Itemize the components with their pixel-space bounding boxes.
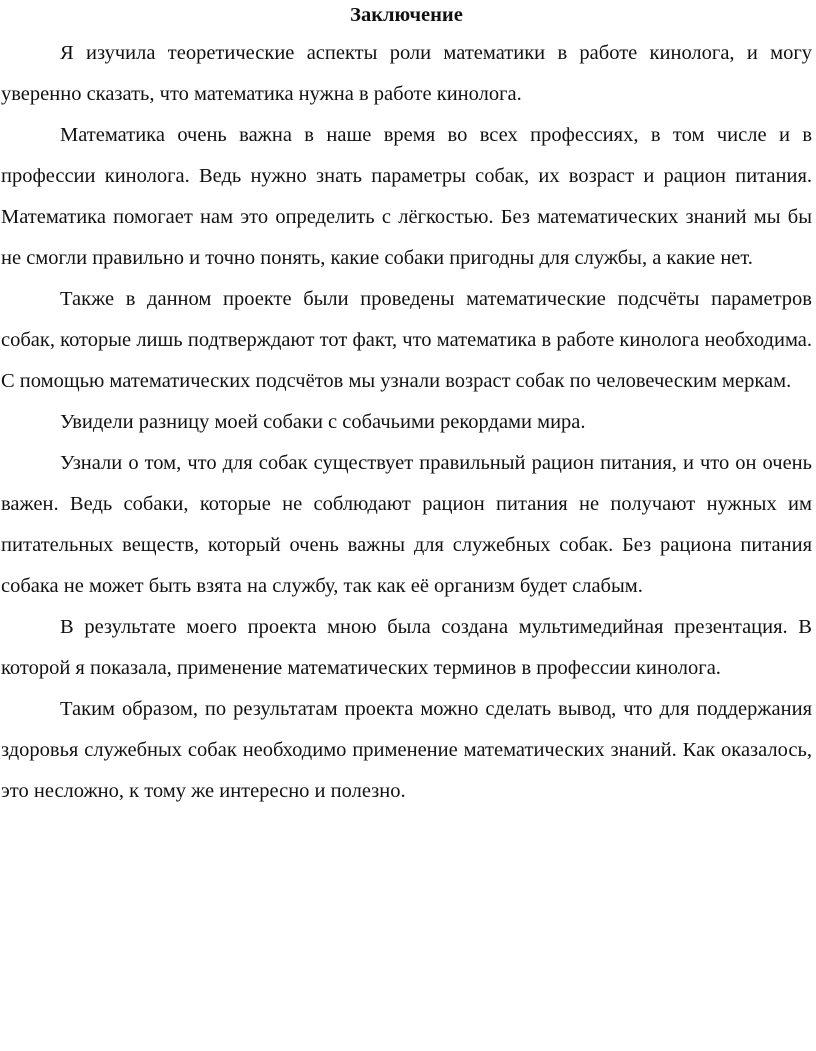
paragraph-6: В результате моего проекта мною была создана мультимедийная презентация. В которой я показала, применение математических терминов в профессии кинолога. bbox=[1, 616, 812, 679]
paragraph-1: Я изучила теоретические аспекты роли математики в работе кинолога, и могу уверенно сказать, что математика нужна в работе кинолога. bbox=[1, 42, 812, 105]
paragraph-3: Также в данном проекте были проведены математические подсчёты параметров собак, которые лишь подтверждают тот факт, что математика в работе кинолога необходима. С помощью математических подсчётов мы узнали возраст собак по человеческим меркам. bbox=[1, 288, 812, 392]
paragraph-2: Математика очень важна в наше время во всех профессиях, в том числе и в профессии кинолога. Ведь нужно знать параметры собак, их возраст и рацион питания. Математика помогает нам это определить с лёгкостью. Без математических знаний мы бы не смогли правильно и точно понять, какие собаки пригодны для службы, а какие нет. bbox=[1, 124, 812, 269]
page-title: Заключение bbox=[350, 4, 463, 26]
paragraph-4: Увидели разницу моей собаки с собачьими рекордами мира. bbox=[60, 411, 586, 433]
paragraph-7: Таким образом, по результатам проекта можно сделать вывод, что для поддержания здоровья служебных собак необходимо применение математических знаний. Как оказалось, это несложно, к тому же интересно и полезно. bbox=[1, 698, 812, 802]
paragraph-5: Узнали о том, что для собак существует правильный рацион питания, и что он очень важен. Ведь собаки, которые не соблюдают рацион питания не получают нужных им питательных веществ, который очень важны для служебных собак. Без рациона питания собака не может быть взята на службу, так как её организм будет слабым. bbox=[1, 452, 812, 597]
